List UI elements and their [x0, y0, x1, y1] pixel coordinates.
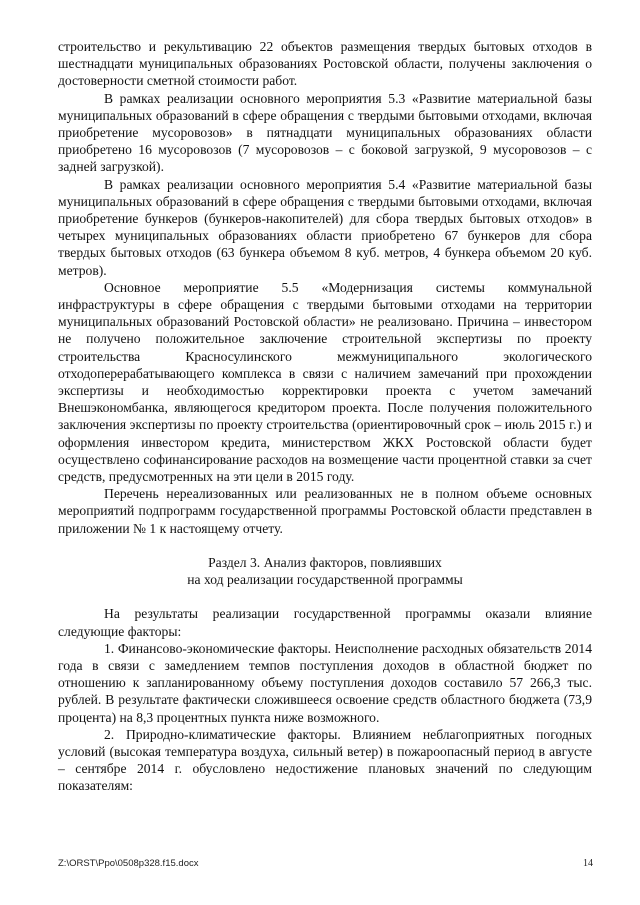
paragraph-measure-5-5: Основное мероприятие 5.5 «Модернизация системы коммунальной инфраструктуры в сфере обращения с твердыми бытовыми отходами на территории муниципальных образований Ростовской области» не реализовано. Причина – инвестором не получено положительное заключение строительной экспертизы по проекту строительства Красносулинского межмуниципального экологического отходоперерабатывающего комплекса в связи с наличием замечаний при прохождении экспертизы и необходимостью корректировки проекта с учетом замечаний Внешэкономбанка, являющегося кредитором проекта. После получения положительного заключения экспертизы по проекту строительства (ориентировочный срок – июль 2015 г.) и оформления инвестором кредита, министерством ЖКХ Ростовской области будет осуществлено софинансирование расходов на возмещение части процентной ставки за счет средств, предусмотренных на эти цели в 2015 году.	[58, 279, 592, 485]
section-3-heading	[58, 554, 592, 588]
paragraph-factor-climate: 2. Природно-климатические факторы. Влиянием неблагоприятных погодных условий (высокая температура воздуха, сильный ветер) в пожароопасный период в августе – сентябре 2014 г. обусловлено недостижение плановых значений по следующим показателям:	[58, 726, 592, 794]
document-body	[58, 38, 592, 795]
paragraph-measure-5-3: В рамках реализации основного мероприятия 5.3 «Развитие материальной базы муниципальных образований в сфере обращения с твердыми бытовыми отходами, включая приобретение мусоровозов» в пятнадцати муниципальных образованиях области приобретено 16 мусоровозов (7 мусоровозов – с боковой загрузкой, 9 мусоровозов – с задней загрузкой).	[58, 90, 592, 175]
paragraph-factor-financial: 1. Финансово-экономические факторы. Неисполнение расходных обязательств 2014 года в связи с замедлением темпов поступления доходов в областной бюджет по отношению к запланированному объему поступления доходов составило 57 266,3 тыс. рублей. В результате фактически сложившееся освоение средств областного бюджета (73,9 процента) на 8,3 процентных пункта ниже возможного.	[58, 640, 592, 725]
paragraph-continuation: строительство и рекультивацию 22 объектов размещения твердых бытовых отходов в шестнадцати муниципальных образованиях Ростовской области, получены заключения о достоверности сметной стоимости работ.	[58, 39, 592, 89]
paragraph-measure-5-4: В рамках реализации основного мероприятия 5.4 «Развитие материальной базы муниципальных образований в сфере обращения с твердыми бытовыми отходами, включая приобретение бункеров (бункеров-накопителей) для сбора твердых бытовых отходов» в четырех муниципальных образованиях области приобретено 67 бункеров для сбора твердых бытовых отходов (63 бункера объемом 8 куб. метров, 4 бункера объемом 20 куб. метров).	[58, 176, 592, 278]
footer-page-number: 14	[583, 858, 593, 869]
footer-file-path: Z:\ORST\Ppo\0508p328.f15.docx	[58, 858, 199, 869]
paragraph-factors-intro: На результаты реализации государственной программы оказали влияние следующие факторы:	[58, 606, 592, 639]
section-title-line-2: на ход реализации государственной программы	[187, 572, 463, 588]
section-title-line-1: Раздел 3. Анализ факторов, повлиявших	[208, 554, 442, 570]
paragraph-unrealized-list: Перечень нереализованных или реализованных не в полном объеме основных мероприятий подпрограмм государственной программы Ростовской области представлен в приложении № 1 к настоящему отчету.	[58, 486, 592, 536]
